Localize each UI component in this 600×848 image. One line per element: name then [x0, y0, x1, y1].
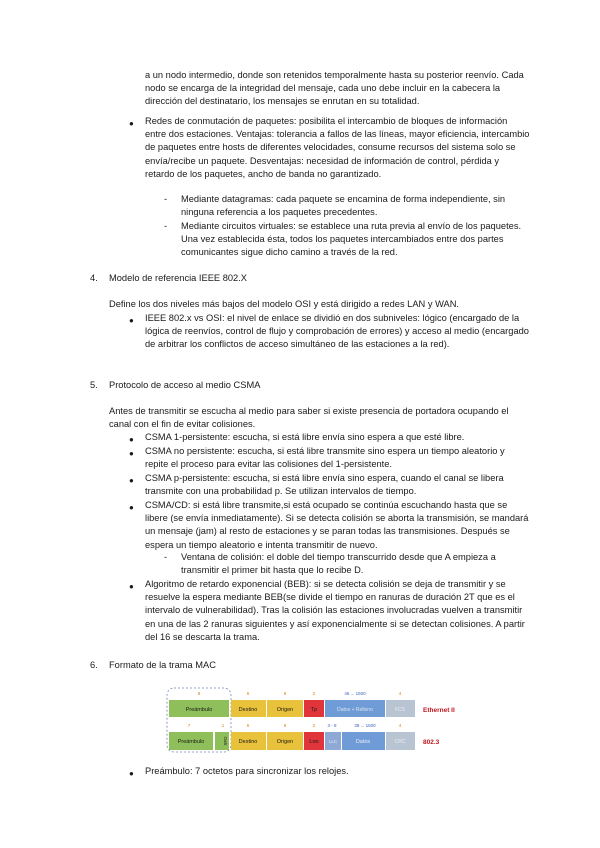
field-size: 4	[398, 723, 402, 728]
section-title: Protocolo de acceso al medio CSMA	[109, 380, 261, 390]
field-size: 4	[398, 691, 402, 696]
field-label: Destino	[238, 739, 258, 745]
field-size: 2	[312, 691, 316, 696]
field-label: Preámbulo	[185, 707, 213, 713]
bullet-dot: ●	[129, 582, 134, 591]
bullet-dot: ●	[129, 449, 134, 458]
field-size: 46 ... 1500	[344, 691, 366, 696]
csma-cd: CSMA/CD: si está libre transmite,si está ocupado se continúa escuchando hasta que se libere (se envía inmediatamente). Si se detecta colisión se aborta la transmisión, se mandará un mensaje (jam) al resto de estaciones y se paran todas las transmisiones. Después se espera un tiempo aleatorio e intenta transmitir de nuevo.	[145, 500, 529, 550]
field-size: 38 ... 1500	[354, 723, 376, 728]
field-size: 6	[283, 691, 287, 696]
ethernet-ii-label: Ethernet II	[423, 707, 455, 714]
csma-p-persistent: CSMA p-persistente: escucha, si está libre envía sino espera, cuando el canal se libera transmite con una probabilidad p. Se utilizan intervalos de tiempo.	[145, 473, 504, 497]
dash-marker: -	[164, 552, 168, 562]
section-title: Modelo de referencia IEEE 802.X	[109, 273, 247, 283]
intro-continuation: a un nodo intermedio, donde son retenidos temporalmente hasta su posterior reenvío. Cada nodo se encarga de la integridad del mensaje, cada uno debe incluir en la cabecera la dirección del destinatario, los mensajes se enrutan en su totalidad.	[145, 70, 524, 107]
virtual-circuit-text: Mediante circuitos virtuales: se establece una ruta previa al envío de los paquetes. Una vez establecida ésta, todos los paquetes intercambiados entre dos partes comunicantes sigue dicho camino a través de la red.	[181, 221, 522, 258]
field-label: LLC	[328, 739, 338, 744]
field-label: Lon	[309, 739, 319, 745]
field-label: Origen	[276, 739, 294, 745]
field-label: CRC	[394, 739, 406, 745]
field-size: 6	[283, 723, 287, 728]
bullet-dot: ●	[129, 476, 134, 485]
ieee-vs-osi-text: IEEE 802.x vs OSI: el nivel de enlace se dividió en dos subniveles: lógico (encargado de la lógica de reenvíos, control de flujo y comprobación de errores) y acceso al medio (encargado de arbitrar los conflictos de acceso simultáneo de las estaciones a la red).	[145, 313, 529, 350]
dash-marker: -	[164, 194, 168, 204]
section5-intro: Antes de transmitir se escucha al medio para saber si existe presencia de portadora ocupando el canal con el fin de evitar colisiones.	[109, 406, 509, 430]
field-label: Destino	[238, 707, 258, 713]
field-label: Tp	[310, 707, 318, 713]
section-number: 5.	[90, 380, 98, 390]
section-title: Formato de la trama MAC	[109, 660, 216, 670]
preamble-description: Preámbulo: 7 octetos para sincronizar los relojes.	[145, 766, 349, 776]
bullet-dot: ●	[129, 316, 134, 325]
datagram-text: Mediante datagramas: cada paquete se encamina de forma independiente, sin ninguna referencia a los paquetes precedentes.	[181, 194, 506, 218]
bullet-dot: ●	[129, 769, 134, 778]
field-size: 2	[312, 723, 316, 728]
field-size: 7	[187, 723, 191, 728]
csma-non-persistent: CSMA no persistente: escucha, si está libre transmite sino espera un tiempo aleatorio y repite el proceso para evitar las colisiones del 1-persistente.	[145, 446, 505, 470]
field-size: 3 - 8	[327, 723, 337, 728]
field-size: 1	[221, 723, 225, 728]
packet-switching-text: Redes de conmutación de paquetes: posibilita el intercambio de bloques de información entre dos estaciones. Ventajas: tolerancia a fallos de las líneas, mayor eficiencia, intercambio de paquetes entre hosts de diferentes velocidades, consume recursos del sistema solo se envía/recibe un paquete. Desventajas: necesidad de información de control, pérdida y retardo de los paquetes, ancho de banda no garantizado.	[145, 116, 530, 179]
field-size: 8	[197, 691, 201, 696]
dash-marker: -	[164, 221, 168, 231]
mac-frame-diagram	[165, 686, 495, 754]
section4-intro: Define los dos niveles más bajos del modelo OSI y está dirigido a redes LAN y WAN.	[109, 299, 459, 309]
beb-algorithm: Algoritmo de retardo exponencial (BEB): si se detecta colisión se deja de transmitir y se resuelve la espera mediante BEB(se divide el tiempo en ranuras de duración 2T que es el intervalo de vulnerabilidad). Tras la colisión las estaciones involucradas vuelven a transmitir en una de las 2 ranuras siguientes y así exponencialmente si se detectan colisiones. A partir del 16 se descarta la trama.	[145, 579, 525, 642]
field-label: SFD	[223, 736, 228, 746]
collision-window: Ventana de colisión: el doble del tiempo transcurrido desde que A empieza a transmitir el primer bit hasta que lo recibe D.	[181, 552, 496, 576]
field-size: 6	[246, 691, 250, 696]
bullet-dot: ●	[129, 503, 134, 512]
section-number: 6.	[90, 660, 98, 670]
field-label: FCS	[395, 707, 405, 713]
field-label: Datos	[355, 739, 371, 745]
field-size: 6	[246, 723, 250, 728]
ieee-802-3-label: 802.3	[423, 739, 440, 746]
bullet-dot: ●	[129, 435, 134, 444]
field-label: Datos + Relleno	[337, 707, 373, 713]
section-number: 4.	[90, 273, 98, 283]
field-label: Origen	[276, 707, 294, 713]
csma-1-persistent: CSMA 1-persistente: escucha, si está libre envía sino espera a que esté libre.	[145, 432, 465, 442]
field-label: Preámbulo	[177, 739, 205, 745]
bullet-dot: ●	[129, 119, 134, 128]
